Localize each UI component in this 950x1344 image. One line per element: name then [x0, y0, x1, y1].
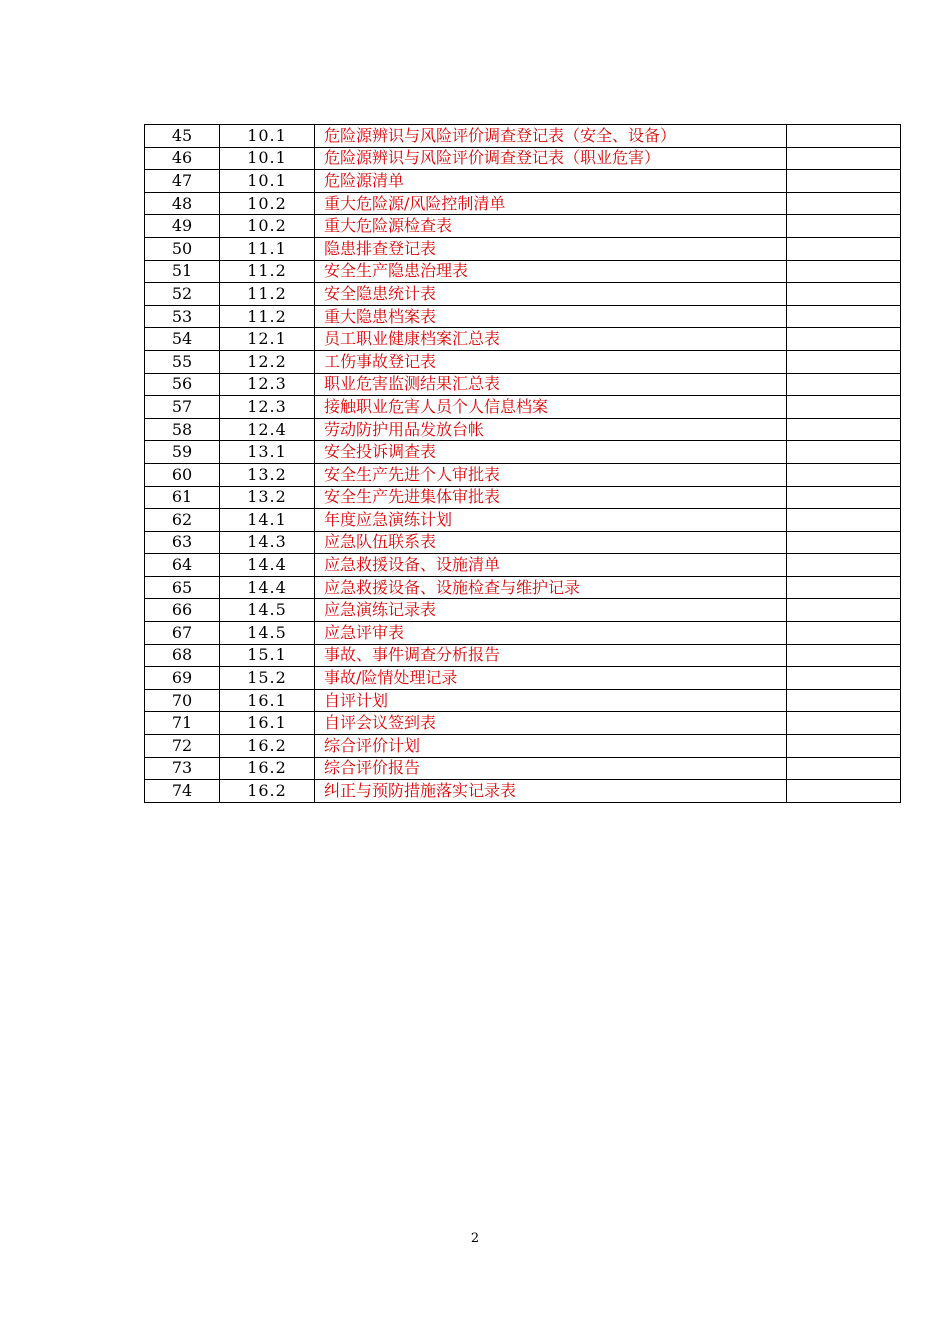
note-cell [787, 305, 901, 328]
clause-cell: 12.3 [220, 373, 315, 396]
note-cell [787, 667, 901, 690]
record-name-cell: 安全隐患统计表 [315, 283, 787, 306]
table-row [145, 509, 901, 532]
row-number-cell: 73 [145, 757, 220, 780]
row-number-cell: 66 [145, 599, 220, 622]
note-cell [787, 463, 901, 486]
clause-cell: 10.2 [220, 192, 315, 215]
record-name-cell: 危险源辨识与风险评价调查登记表（职业危害） [315, 147, 787, 170]
row-number-cell: 50 [145, 237, 220, 260]
table-row [145, 554, 901, 577]
clause-cell: 16.2 [220, 735, 315, 758]
records-table-body [145, 125, 901, 803]
table-row [145, 260, 901, 283]
row-number-cell: 52 [145, 283, 220, 306]
row-number-cell: 72 [145, 735, 220, 758]
record-name-cell: 年度应急演练计划 [315, 509, 787, 532]
table-row [145, 576, 901, 599]
row-number-cell: 46 [145, 147, 220, 170]
table-row [145, 125, 901, 148]
clause-cell: 14.4 [220, 554, 315, 577]
clause-cell: 13.1 [220, 441, 315, 464]
row-number-cell: 74 [145, 780, 220, 803]
table-row [145, 441, 901, 464]
note-cell [787, 735, 901, 758]
table-row [145, 689, 901, 712]
record-name-cell: 自评计划 [315, 689, 787, 712]
record-name-cell: 安全投诉调查表 [315, 441, 787, 464]
table-row [145, 350, 901, 373]
table-row [145, 712, 901, 735]
note-cell [787, 712, 901, 735]
note-cell [787, 147, 901, 170]
page-number: 2 [470, 1231, 480, 1246]
clause-cell: 10.1 [220, 170, 315, 193]
row-number-cell: 64 [145, 554, 220, 577]
clause-cell: 15.1 [220, 644, 315, 667]
row-number-cell: 68 [145, 644, 220, 667]
row-number-cell: 60 [145, 463, 220, 486]
table-row [145, 170, 901, 193]
clause-cell: 16.1 [220, 712, 315, 735]
table-row [145, 531, 901, 554]
table-row [145, 463, 901, 486]
records-table [144, 124, 901, 803]
table-row [145, 237, 901, 260]
clause-cell: 14.5 [220, 599, 315, 622]
record-name-cell: 员工职业健康档案汇总表 [315, 328, 787, 351]
row-number-cell: 45 [145, 125, 220, 148]
record-name-cell: 接触职业危害人员个人信息档案 [315, 396, 787, 419]
row-number-cell: 62 [145, 509, 220, 532]
clause-cell: 16.2 [220, 780, 315, 803]
record-name-cell: 劳动防护用品发放台帐 [315, 418, 787, 441]
record-name-cell: 安全生产隐患治理表 [315, 260, 787, 283]
row-number-cell: 70 [145, 689, 220, 712]
row-number-cell: 65 [145, 576, 220, 599]
clause-cell: 10.1 [220, 125, 315, 148]
record-name-cell: 工伤事故登记表 [315, 350, 787, 373]
clause-cell: 13.2 [220, 463, 315, 486]
row-number-cell: 69 [145, 667, 220, 690]
clause-cell: 10.1 [220, 147, 315, 170]
note-cell [787, 350, 901, 373]
note-cell [787, 328, 901, 351]
note-cell [787, 531, 901, 554]
row-number-cell: 67 [145, 622, 220, 645]
note-cell [787, 373, 901, 396]
row-number-cell: 61 [145, 486, 220, 509]
row-number-cell: 53 [145, 305, 220, 328]
table-row [145, 396, 901, 419]
table-row [145, 599, 901, 622]
clause-cell: 11.2 [220, 283, 315, 306]
note-cell [787, 237, 901, 260]
note-cell [787, 780, 901, 803]
table-row [145, 215, 901, 238]
table-row [145, 757, 901, 780]
record-name-cell: 事故、事件调查分析报告 [315, 644, 787, 667]
row-number-cell: 57 [145, 396, 220, 419]
note-cell [787, 441, 901, 464]
record-name-cell: 综合评价计划 [315, 735, 787, 758]
note-cell [787, 192, 901, 215]
clause-cell: 13.2 [220, 486, 315, 509]
record-name-cell: 危险源辨识与风险评价调查登记表（安全、设备） [315, 125, 787, 148]
table-row [145, 735, 901, 758]
row-number-cell: 49 [145, 215, 220, 238]
clause-cell: 12.4 [220, 418, 315, 441]
row-number-cell: 59 [145, 441, 220, 464]
row-number-cell: 71 [145, 712, 220, 735]
note-cell [787, 170, 901, 193]
note-cell [787, 689, 901, 712]
table-row [145, 667, 901, 690]
clause-cell: 12.1 [220, 328, 315, 351]
row-number-cell: 56 [145, 373, 220, 396]
record-name-cell: 重大危险源/风险控制清单 [315, 192, 787, 215]
table-row [145, 622, 901, 645]
row-number-cell: 54 [145, 328, 220, 351]
table-row [145, 328, 901, 351]
record-name-cell: 安全生产先进集体审批表 [315, 486, 787, 509]
table-row [145, 283, 901, 306]
note-cell [787, 576, 901, 599]
note-cell [787, 486, 901, 509]
record-name-cell: 综合评价报告 [315, 757, 787, 780]
note-cell [787, 283, 901, 306]
table-row [145, 373, 901, 396]
row-number-cell: 47 [145, 170, 220, 193]
table-row [145, 305, 901, 328]
record-name-cell: 应急救援设备、设施检查与维护记录 [315, 576, 787, 599]
note-cell [787, 644, 901, 667]
record-name-cell: 危险源清单 [315, 170, 787, 193]
record-name-cell: 纠正与预防措施落实记录表 [315, 780, 787, 803]
table-row [145, 192, 901, 215]
record-name-cell: 隐患排查登记表 [315, 237, 787, 260]
table-row [145, 644, 901, 667]
clause-cell: 12.3 [220, 396, 315, 419]
record-name-cell: 重大危险源检查表 [315, 215, 787, 238]
clause-cell: 11.1 [220, 237, 315, 260]
note-cell [787, 125, 901, 148]
table-row [145, 147, 901, 170]
record-name-cell: 应急评审表 [315, 622, 787, 645]
record-name-cell: 应急队伍联系表 [315, 531, 787, 554]
row-number-cell: 63 [145, 531, 220, 554]
record-name-cell: 事故/险情处理记录 [315, 667, 787, 690]
clause-cell: 14.3 [220, 531, 315, 554]
note-cell [787, 599, 901, 622]
clause-cell: 11.2 [220, 305, 315, 328]
note-cell [787, 622, 901, 645]
clause-cell: 14.1 [220, 509, 315, 532]
note-cell [787, 215, 901, 238]
row-number-cell: 48 [145, 192, 220, 215]
clause-cell: 10.2 [220, 215, 315, 238]
row-number-cell: 58 [145, 418, 220, 441]
clause-cell: 14.5 [220, 622, 315, 645]
clause-cell: 16.1 [220, 689, 315, 712]
record-name-cell: 安全生产先进个人审批表 [315, 463, 787, 486]
note-cell [787, 418, 901, 441]
note-cell [787, 509, 901, 532]
clause-cell: 14.4 [220, 576, 315, 599]
record-name-cell: 应急演练记录表 [315, 599, 787, 622]
row-number-cell: 55 [145, 350, 220, 373]
record-name-cell: 应急救援设备、设施清单 [315, 554, 787, 577]
note-cell [787, 757, 901, 780]
record-name-cell: 职业危害监测结果汇总表 [315, 373, 787, 396]
clause-cell: 11.2 [220, 260, 315, 283]
note-cell [787, 396, 901, 419]
table-row [145, 486, 901, 509]
note-cell [787, 554, 901, 577]
record-name-cell: 重大隐患档案表 [315, 305, 787, 328]
note-cell [787, 260, 901, 283]
clause-cell: 15.2 [220, 667, 315, 690]
row-number-cell: 51 [145, 260, 220, 283]
table-row [145, 418, 901, 441]
record-name-cell: 自评会议签到表 [315, 712, 787, 735]
clause-cell: 16.2 [220, 757, 315, 780]
clause-cell: 12.2 [220, 350, 315, 373]
table-row [145, 780, 901, 803]
